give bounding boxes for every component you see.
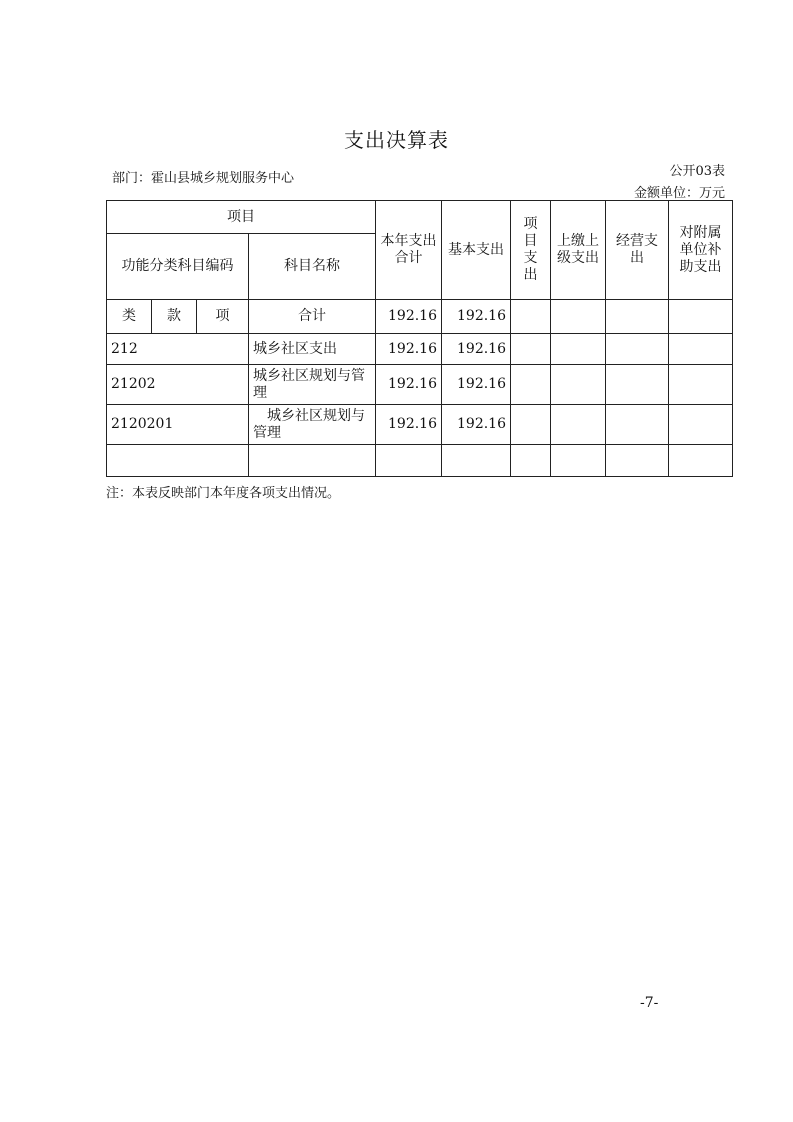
row-code: 2120201 <box>107 405 249 445</box>
table-row <box>107 365 733 405</box>
header-subsidy: 对附属单位补助支出 <box>669 201 733 300</box>
page-title: 支出决算表 <box>344 128 449 152</box>
row-total: 192.16 <box>376 334 442 365</box>
header-upper: 上缴上级支出 <box>551 201 606 300</box>
header-project-expenditure <box>511 201 551 300</box>
unit-label: 金额单位：万元 <box>633 186 725 201</box>
row-code: 21202 <box>107 365 249 405</box>
row-total: 192.16 <box>376 365 442 405</box>
header-row-1 <box>107 201 733 234</box>
empty-row <box>107 445 733 477</box>
row-name: 城乡社区规划与管理 <box>249 365 376 405</box>
summary-row <box>107 300 733 334</box>
header-basic: 基本支出 <box>442 201 511 300</box>
header-total: 本年支出合计 <box>376 201 442 300</box>
header-func-code: 功能分类科目编码 <box>107 234 249 300</box>
sum-label: 合计 <box>249 300 376 334</box>
row-name: 城乡社区支出 <box>249 334 376 365</box>
table-row <box>107 405 733 445</box>
row-basic: 192.16 <box>442 365 511 405</box>
row-name: 城乡社区规划与管理 <box>249 405 376 445</box>
header-business: 经营支出 <box>606 201 669 300</box>
row-total: 192.16 <box>376 405 442 445</box>
table-row <box>107 334 733 365</box>
header-xiang: 项 <box>197 300 249 334</box>
row-code: 212 <box>107 334 249 365</box>
row-basic: 192.16 <box>442 405 511 445</box>
header-project-expenditure-text: 项目支出 <box>523 216 538 283</box>
department-label: 部门：霍山县城乡规划服务中心 <box>112 171 295 186</box>
header-subject-name: 科目名称 <box>249 234 376 300</box>
form-number: 公开03表 <box>669 164 725 179</box>
sum-basic: 192.16 <box>442 300 511 334</box>
expenditure-table <box>106 200 733 477</box>
page-number: -7- <box>640 995 659 1011</box>
header-kuan: 款 <box>152 300 197 334</box>
sum-total: 192.16 <box>376 300 442 334</box>
table-note: 注：本表反映部门本年度各项支出情况。 <box>106 486 341 501</box>
row-basic: 192.16 <box>442 334 511 365</box>
header-project: 项目 <box>107 201 376 234</box>
header-lei: 类 <box>107 300 152 334</box>
